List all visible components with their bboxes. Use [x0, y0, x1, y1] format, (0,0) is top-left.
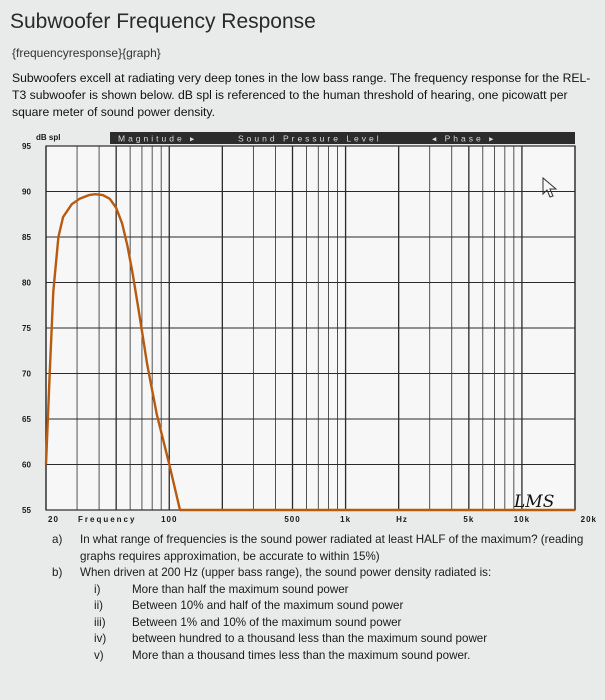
y-tick-label: 95 [22, 142, 31, 151]
question-a-label: a) [52, 533, 63, 546]
option-text: More than a thousand times less than the maximum sound power. [132, 648, 471, 662]
question-b-label: b) [52, 566, 63, 579]
y-tick-label: 75 [22, 324, 31, 333]
option-text: between hundred to a thousand less than the maximum sound power [132, 632, 488, 645]
header-magnitude: Magnitude ▸ [118, 133, 198, 144]
topic-tags: {frequencyresponse}{graph} [12, 46, 161, 60]
option-iii [12, 615, 597, 632]
y-tick-label: 80 [22, 278, 31, 288]
question-b-text: When driven at 200 Hz (upper bass range), the sound power density radiated is: [80, 566, 492, 579]
option-label: iv) [94, 632, 107, 645]
questions-section [12, 532, 597, 664]
page-title: Subwoofer Frequency Response [10, 10, 316, 33]
option-label: ii) [94, 599, 104, 612]
header-sound-pressure-level: Sound Pressure Level [238, 133, 382, 144]
option-label: iii) [94, 615, 106, 629]
x-tick-label: 500 [284, 515, 301, 524]
y-tick-label: 85 [22, 233, 31, 242]
y-tick-label: 90 [22, 187, 31, 197]
x-tick-label: 20k [580, 515, 597, 524]
header-phase: ◂ Phase ▸ [432, 133, 497, 144]
x-tick-label: 100 [161, 515, 178, 524]
option-ii [12, 598, 597, 615]
question-a [12, 532, 597, 565]
option-label: i) [94, 582, 101, 596]
y-tick-label: 60 [22, 460, 31, 470]
x-tick-label: 5k [463, 515, 475, 524]
x-unit-label: Hz [396, 515, 408, 524]
option-v [12, 648, 597, 665]
option-text: Between 10% and half of the maximum sound power [132, 599, 404, 612]
frequency-response-chart [0, 128, 605, 528]
signature-mark: LMS [514, 492, 555, 512]
question-b [12, 565, 597, 582]
option-iv [12, 631, 597, 648]
option-text: More than half the maximum sound power [132, 582, 349, 596]
x-tick-label: 1k [340, 515, 352, 524]
x-tick-label: 20 [48, 515, 59, 524]
intro-paragraph: Subwoofers excell at radiating very deep tones in the low bass range. The frequency response for the REL-T3 subwoofer is shown below. dB spl is referenced to the human threshold of hearing, one picowatt per square meter of sound power density. [12, 71, 591, 119]
y-tick-label: 55 [22, 506, 31, 515]
x-axis-label: Frequency [78, 515, 137, 524]
question-a-text: In what range of frequencies is the sound power radiated at least HALF of the maximum? (reading graphs requires approximation, be accurate to within 15%) [80, 533, 584, 563]
option-i [12, 582, 597, 599]
y-tick-label: 70 [22, 369, 31, 379]
y-axis-label: dB spl [36, 133, 61, 142]
x-tick-label: 10k [513, 515, 531, 524]
y-tick-label: 65 [22, 415, 31, 424]
option-text: Between 1% and 10% of the maximum sound power [132, 615, 402, 629]
option-label: v) [94, 648, 104, 662]
